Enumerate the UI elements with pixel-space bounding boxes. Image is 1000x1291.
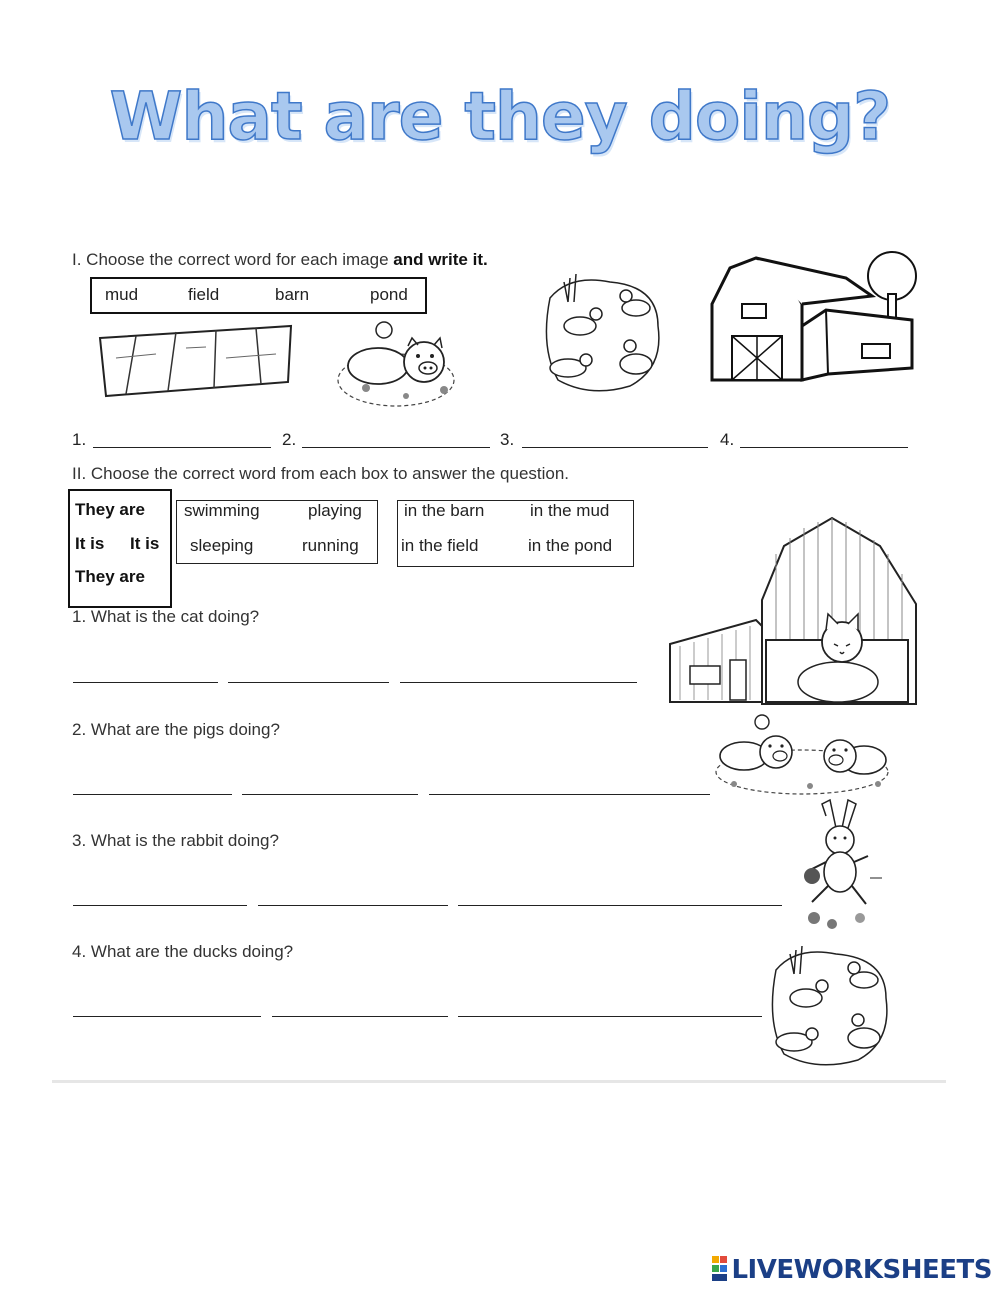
answer-line-subject[interactable]: [73, 905, 247, 906]
barn-image: [706, 244, 918, 386]
place-option: in the field: [401, 536, 479, 555]
verb-option: swimming: [184, 501, 260, 520]
answer-number: 2.: [282, 430, 297, 449]
question: 4. What are the ducks doing?: [72, 942, 294, 961]
field-image: [96, 318, 296, 398]
verb-option: running: [302, 536, 359, 555]
ducks-image: [766, 940, 896, 1070]
liveworksheets-logo: [712, 1255, 992, 1285]
answer-line-subject[interactable]: [73, 1016, 261, 1017]
answer-line-1[interactable]: [93, 447, 271, 448]
answer-line-2[interactable]: [302, 447, 490, 448]
pig-image: [336, 318, 464, 412]
section1-instruction-text: I. Choose the correct word for each image: [72, 250, 394, 269]
answer-line-place[interactable]: [458, 1016, 762, 1017]
answer-line-subject[interactable]: [73, 682, 218, 683]
answer-line-subject[interactable]: [73, 794, 232, 795]
word-bank-item: barn: [275, 285, 310, 304]
place-option: in the barn: [404, 501, 485, 520]
logo-blocks-icon: [712, 1256, 728, 1282]
section1-instruction-bold: and write it.: [393, 250, 488, 269]
question: 2. What are the pigs doing?: [72, 720, 280, 739]
answer-number: 4.: [720, 430, 735, 449]
verb-option: playing: [308, 501, 362, 520]
subject-option: They are: [75, 567, 145, 586]
answer-line-place[interactable]: [458, 905, 782, 906]
section2-instruction: II. Choose the correct word from each box to answer the question.: [72, 464, 570, 483]
pigs-image: [714, 712, 890, 796]
page-divider: [52, 1080, 946, 1083]
place-option: in the pond: [528, 536, 613, 555]
answer-number: 3.: [500, 430, 515, 449]
barn-cat-image: [666, 514, 918, 704]
subject-option: They are: [75, 500, 145, 519]
question: 3. What is the rabbit doing?: [72, 831, 279, 850]
answer-line-place[interactable]: [429, 794, 710, 795]
answer-number: 1.: [72, 430, 87, 449]
word-bank-item: pond: [370, 285, 408, 304]
logo-text: LIVEWORKSHEETS: [731, 1255, 992, 1285]
answer-line-3[interactable]: [522, 447, 708, 448]
answer-line-verb[interactable]: [258, 905, 448, 906]
section1-instruction: [72, 250, 488, 270]
subject-option: It is: [130, 534, 160, 553]
answer-line-verb[interactable]: [228, 682, 389, 683]
ducks-pond-image: [540, 268, 666, 396]
word-bank-item: field: [188, 285, 220, 304]
place-option: in the mud: [530, 501, 610, 520]
answer-line-4[interactable]: [740, 447, 908, 448]
rabbit-image: [796, 806, 884, 930]
subject-option: It is: [75, 534, 105, 553]
answer-line-place[interactable]: [400, 682, 637, 683]
answer-line-verb[interactable]: [272, 1016, 448, 1017]
word-bank-item: mud: [105, 285, 139, 304]
answer-line-verb[interactable]: [242, 794, 418, 795]
verb-option: sleeping: [190, 536, 254, 555]
question: 1. What is the cat doing?: [72, 607, 260, 626]
page-title: What are they doing?: [109, 78, 891, 155]
